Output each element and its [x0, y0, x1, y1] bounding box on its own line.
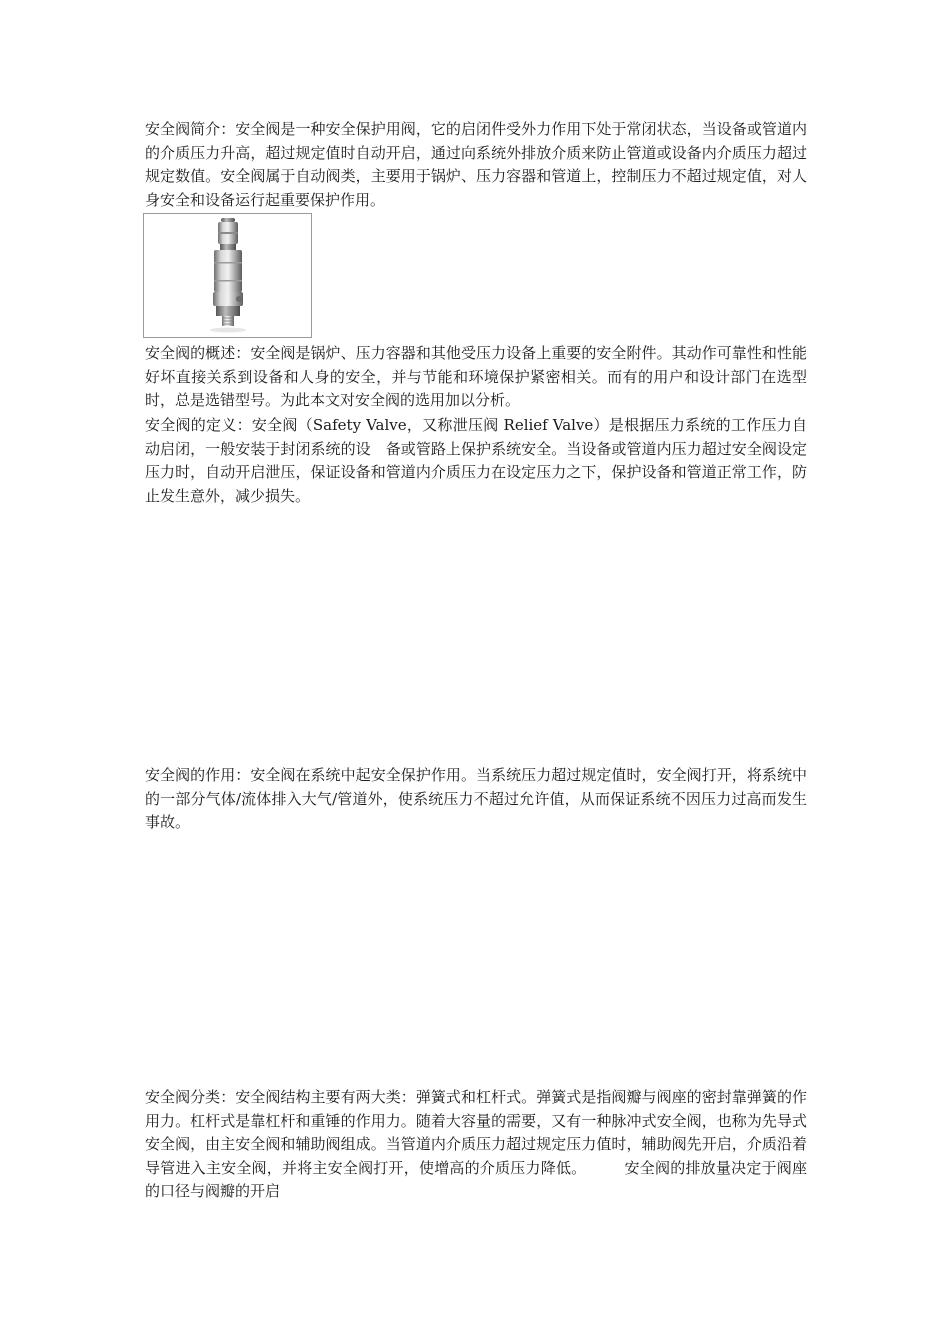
safety-valve-photo-icon: [143, 213, 312, 338]
definition-paragraph: 安全阀的定义：安全阀（Safety Valve，又称泄压阀 Relief Valve）是根据压力系统的工作压力自动启闭，一般安装于封闭系统的设 备或管路上保护系统安全。当设备或管道内压力超过安全阀设定压力时，自动开启泄压，保证设备和管道内介质压力在设定压力之下，保护设备和管道正常工作，防止发生意外，减少损失。: [145, 416, 807, 505]
classification-paragraph: 安全阀分类：安全阀结构主要有两大类：弹簧式和杠杆式。弹簧式是指阀瓣与阀座的密封靠弹簧的作用力。杠杆式是靠杠杆和重锤的作用力。随着大容量的需要，又有一种脉冲式安全阀，也称为先导式安全阀，由主安全阀和辅助阀组成。当管道内介质压力超过规定压力值时，辅助阀先开启，介质沿着导管进入主安全阀，并将主安全阀打开，使增高的介质压力降低。 安全阀的排放量决定于阀座的口径与阀瓣的开启: [145, 1088, 807, 1200]
function-paragraph: 安全阀的作用：安全阀在系统中起安全保护作用。当系统压力超过规定值时，安全阀打开，将系统中的一部分气体/流体排入大气/管道外，使系统压力不超过允许值，从而保证系统不因压力过高而发生事故。: [145, 766, 807, 831]
intro-paragraph: 安全阀简介：安全阀是一种安全保护用阀，它的启闭件受外力作用下处于常闭状态，当设备或管道内的介质压力升高，超过规定值时自动开启，通过向系统外排放介质来防止管道或设备内介质压力超过规定数值。安全阀属于自动阀类，主要用于锅炉、压力容器和管道上，控制压力不超过规定值，对人身安全和设备运行起重要保护作用。: [145, 120, 807, 209]
overview-paragraph: 安全阀的概述：安全阀是锅炉、压力容器和其他受压力设备上重要的安全附件。其动作可靠性和性能好坏直接关系到设备和人身的安全，并与节能和环境保护紧密相关。而有的用户和设计部门在选型时，总是选错型号。为此本文对安全阀的选用加以分析。: [145, 344, 807, 409]
